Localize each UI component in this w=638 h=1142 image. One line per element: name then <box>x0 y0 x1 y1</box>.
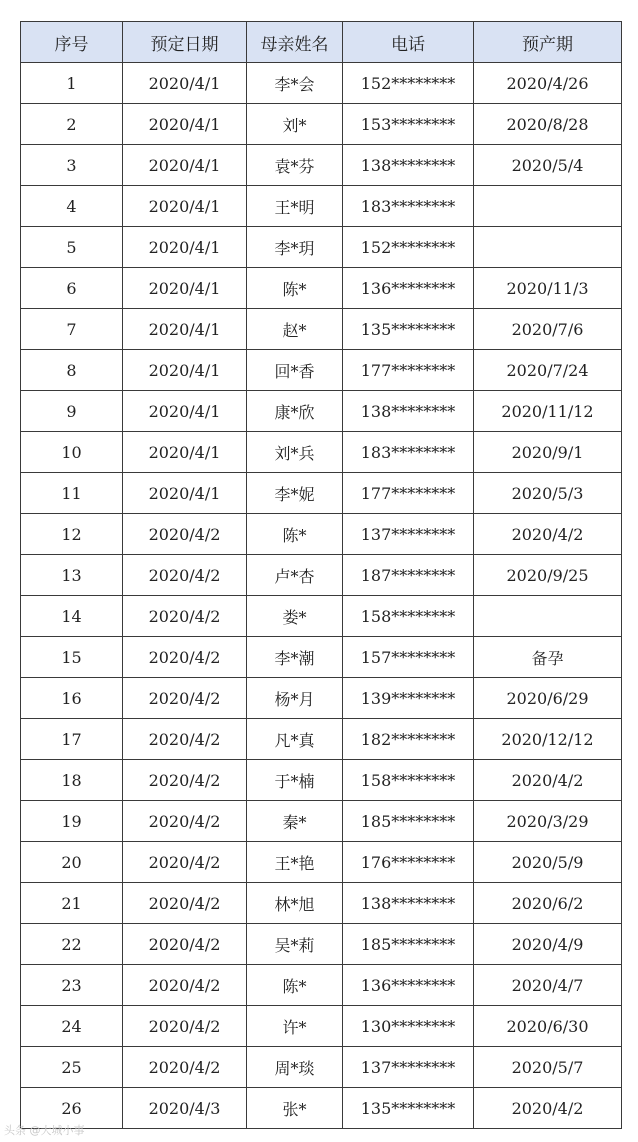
cell-serial: 4 <box>21 186 123 227</box>
table-row <box>21 104 622 145</box>
cell-mother-name: 陈* <box>247 965 343 1006</box>
table-row <box>21 1047 622 1088</box>
cell-due-date: 备孕 <box>474 637 622 678</box>
cell-mother-name: 李*会 <box>247 63 343 104</box>
cell-serial: 17 <box>21 719 123 760</box>
cell-serial: 24 <box>21 1006 123 1047</box>
table-row <box>21 842 622 883</box>
cell-mother-name: 张* <box>247 1088 343 1129</box>
cell-serial: 9 <box>21 391 123 432</box>
cell-booking-date: 2020/4/1 <box>123 227 247 268</box>
cell-phone: 138******** <box>343 883 474 924</box>
cell-serial: 7 <box>21 309 123 350</box>
cell-due-date: 2020/5/7 <box>474 1047 622 1088</box>
cell-due-date: 2020/9/25 <box>474 555 622 596</box>
cell-due-date <box>474 596 622 637</box>
cell-booking-date: 2020/4/2 <box>123 842 247 883</box>
cell-phone: 137******** <box>343 514 474 555</box>
table-row <box>21 391 622 432</box>
cell-serial: 23 <box>21 965 123 1006</box>
cell-booking-date: 2020/4/2 <box>123 637 247 678</box>
table-body <box>21 63 622 1129</box>
cell-phone: 153******** <box>343 104 474 145</box>
cell-booking-date: 2020/4/2 <box>123 883 247 924</box>
cell-due-date: 2020/3/29 <box>474 801 622 842</box>
cell-booking-date: 2020/4/1 <box>123 268 247 309</box>
cell-phone: 130******** <box>343 1006 474 1047</box>
table-row <box>21 186 622 227</box>
cell-booking-date: 2020/4/1 <box>123 63 247 104</box>
table-row <box>21 1088 622 1129</box>
cell-due-date: 2020/4/26 <box>474 63 622 104</box>
cell-booking-date: 2020/4/2 <box>123 719 247 760</box>
table-row <box>21 883 622 924</box>
cell-serial: 21 <box>21 883 123 924</box>
table-row <box>21 63 622 104</box>
table-row <box>21 760 622 801</box>
cell-phone: 187******** <box>343 555 474 596</box>
table-row <box>21 350 622 391</box>
cell-mother-name: 许* <box>247 1006 343 1047</box>
cell-serial: 18 <box>21 760 123 801</box>
cell-due-date: 2020/4/2 <box>474 1088 622 1129</box>
cell-due-date: 2020/6/30 <box>474 1006 622 1047</box>
cell-due-date: 2020/6/2 <box>474 883 622 924</box>
cell-serial: 14 <box>21 596 123 637</box>
cell-booking-date: 2020/4/2 <box>123 1047 247 1088</box>
table-row <box>21 268 622 309</box>
cell-booking-date: 2020/4/1 <box>123 473 247 514</box>
cell-phone: 136******** <box>343 965 474 1006</box>
table-row <box>21 473 622 514</box>
cell-due-date <box>474 227 622 268</box>
cell-serial: 11 <box>21 473 123 514</box>
cell-serial: 8 <box>21 350 123 391</box>
cell-mother-name: 李*潮 <box>247 637 343 678</box>
cell-mother-name: 袁*芬 <box>247 145 343 186</box>
cell-mother-name: 林*旭 <box>247 883 343 924</box>
cell-phone: 185******** <box>343 924 474 965</box>
cell-due-date: 2020/6/29 <box>474 678 622 719</box>
cell-booking-date: 2020/4/1 <box>123 350 247 391</box>
cell-mother-name: 娄* <box>247 596 343 637</box>
cell-booking-date: 2020/4/2 <box>123 801 247 842</box>
cell-phone: 177******** <box>343 350 474 391</box>
cell-booking-date: 2020/4/1 <box>123 104 247 145</box>
cell-serial: 15 <box>21 637 123 678</box>
cell-mother-name: 赵* <box>247 309 343 350</box>
cell-serial: 19 <box>21 801 123 842</box>
cell-serial: 13 <box>21 555 123 596</box>
cell-due-date: 2020/4/9 <box>474 924 622 965</box>
cell-booking-date: 2020/4/2 <box>123 514 247 555</box>
table-row <box>21 432 622 473</box>
cell-booking-date: 2020/4/1 <box>123 432 247 473</box>
cell-phone: 183******** <box>343 432 474 473</box>
cell-phone: 182******** <box>343 719 474 760</box>
cell-mother-name: 康*欣 <box>247 391 343 432</box>
cell-booking-date: 2020/4/1 <box>123 186 247 227</box>
cell-serial: 2 <box>21 104 123 145</box>
cell-serial: 25 <box>21 1047 123 1088</box>
cell-mother-name: 秦* <box>247 801 343 842</box>
table-row <box>21 924 622 965</box>
table-row <box>21 678 622 719</box>
cell-mother-name: 杨*月 <box>247 678 343 719</box>
header-mother-name: 母亲姓名 <box>247 22 343 63</box>
header-booking-date: 预定日期 <box>123 22 247 63</box>
cell-mother-name: 于*楠 <box>247 760 343 801</box>
cell-due-date: 2020/5/9 <box>474 842 622 883</box>
cell-phone: 137******** <box>343 1047 474 1088</box>
cell-phone: 138******** <box>343 391 474 432</box>
cell-serial: 3 <box>21 145 123 186</box>
cell-phone: 139******** <box>343 678 474 719</box>
cell-phone: 176******** <box>343 842 474 883</box>
table-row <box>21 145 622 186</box>
cell-mother-name: 刘*兵 <box>247 432 343 473</box>
cell-due-date: 2020/9/1 <box>474 432 622 473</box>
cell-mother-name: 陈* <box>247 268 343 309</box>
cell-serial: 26 <box>21 1088 123 1129</box>
cell-mother-name: 周*琰 <box>247 1047 343 1088</box>
cell-due-date: 2020/11/3 <box>474 268 622 309</box>
watermark: 头条 @大城小事 <box>4 1124 85 1137</box>
cell-booking-date: 2020/4/2 <box>123 760 247 801</box>
cell-mother-name: 王*艳 <box>247 842 343 883</box>
table-row <box>21 555 622 596</box>
cell-phone: 138******** <box>343 145 474 186</box>
booking-table <box>20 21 622 1129</box>
table-row <box>21 1006 622 1047</box>
table-header-row <box>21 22 622 63</box>
cell-due-date: 2020/5/4 <box>474 145 622 186</box>
cell-phone: 158******** <box>343 596 474 637</box>
table-row <box>21 309 622 350</box>
header-due-date: 预产期 <box>474 22 622 63</box>
cell-due-date <box>474 186 622 227</box>
cell-mother-name: 卢*杏 <box>247 555 343 596</box>
cell-mother-name: 凡*真 <box>247 719 343 760</box>
cell-due-date: 2020/8/28 <box>474 104 622 145</box>
cell-phone: 135******** <box>343 309 474 350</box>
cell-mother-name: 李*妮 <box>247 473 343 514</box>
cell-due-date: 2020/4/2 <box>474 760 622 801</box>
header-phone: 电话 <box>343 22 474 63</box>
table-row <box>21 596 622 637</box>
table-row <box>21 227 622 268</box>
cell-serial: 22 <box>21 924 123 965</box>
cell-phone: 183******** <box>343 186 474 227</box>
cell-serial: 12 <box>21 514 123 555</box>
cell-booking-date: 2020/4/3 <box>123 1088 247 1129</box>
header-serial: 序号 <box>21 22 123 63</box>
table-row <box>21 719 622 760</box>
cell-serial: 16 <box>21 678 123 719</box>
cell-mother-name: 李*玥 <box>247 227 343 268</box>
cell-due-date: 2020/4/7 <box>474 965 622 1006</box>
cell-booking-date: 2020/4/2 <box>123 1006 247 1047</box>
cell-booking-date: 2020/4/2 <box>123 596 247 637</box>
cell-due-date: 2020/5/3 <box>474 473 622 514</box>
table-row <box>21 801 622 842</box>
cell-booking-date: 2020/4/2 <box>123 555 247 596</box>
cell-booking-date: 2020/4/2 <box>123 924 247 965</box>
cell-phone: 152******** <box>343 63 474 104</box>
cell-mother-name: 吴*莉 <box>247 924 343 965</box>
cell-serial: 10 <box>21 432 123 473</box>
cell-due-date: 2020/11/12 <box>474 391 622 432</box>
cell-phone: 136******** <box>343 268 474 309</box>
cell-due-date: 2020/7/24 <box>474 350 622 391</box>
cell-booking-date: 2020/4/1 <box>123 391 247 432</box>
cell-serial: 20 <box>21 842 123 883</box>
cell-mother-name: 刘* <box>247 104 343 145</box>
table-row <box>21 965 622 1006</box>
cell-phone: 157******** <box>343 637 474 678</box>
cell-booking-date: 2020/4/1 <box>123 309 247 350</box>
cell-mother-name: 回*香 <box>247 350 343 391</box>
table-row <box>21 514 622 555</box>
table-row <box>21 637 622 678</box>
cell-serial: 5 <box>21 227 123 268</box>
cell-phone: 185******** <box>343 801 474 842</box>
cell-booking-date: 2020/4/2 <box>123 678 247 719</box>
cell-due-date: 2020/7/6 <box>474 309 622 350</box>
cell-phone: 158******** <box>343 760 474 801</box>
cell-mother-name: 王*明 <box>247 186 343 227</box>
cell-serial: 6 <box>21 268 123 309</box>
cell-due-date: 2020/12/12 <box>474 719 622 760</box>
cell-due-date: 2020/4/2 <box>474 514 622 555</box>
cell-phone: 135******** <box>343 1088 474 1129</box>
cell-phone: 152******** <box>343 227 474 268</box>
cell-mother-name: 陈* <box>247 514 343 555</box>
cell-phone: 177******** <box>343 473 474 514</box>
cell-booking-date: 2020/4/2 <box>123 965 247 1006</box>
cell-serial: 1 <box>21 63 123 104</box>
cell-booking-date: 2020/4/1 <box>123 145 247 186</box>
